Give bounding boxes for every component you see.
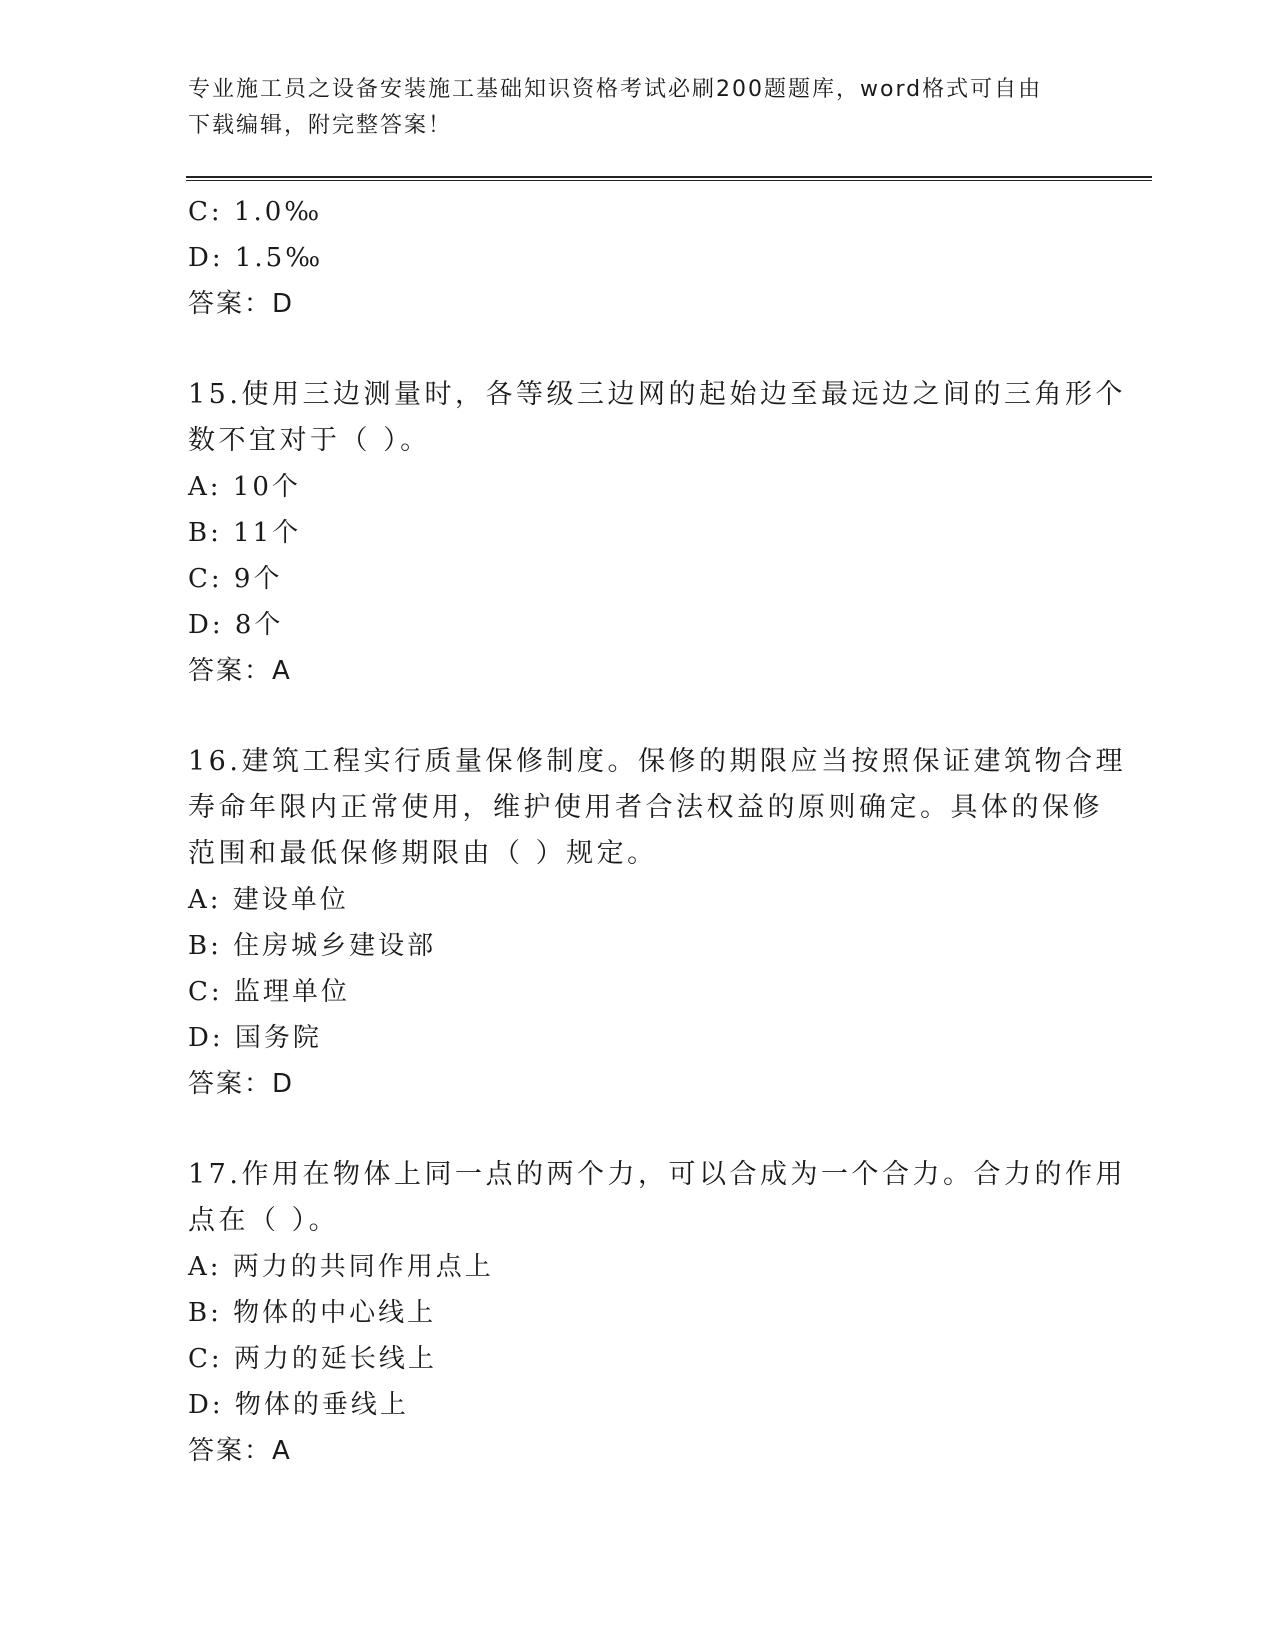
header-line-1: 专业施工员之设备安装施工基础知识资格考试必刷200题题库，word格式可自由 bbox=[188, 77, 1043, 102]
header-line-2: 下载编辑，附完整答案！ bbox=[188, 113, 453, 138]
option-a: A: 10个 bbox=[188, 472, 301, 502]
answer-line: 答案：D bbox=[188, 289, 295, 319]
option-c: C: 1.0‰ bbox=[188, 197, 323, 227]
question-stem: 数不宜对于（ ）。 bbox=[188, 425, 431, 456]
question-stem: 16.建筑工程实行质量保修制度。保修的期限应当按照保证建筑物合理 bbox=[188, 746, 1126, 777]
question-16 bbox=[188, 739, 1126, 1107]
answer-line: 答案：A bbox=[188, 656, 292, 686]
document-header bbox=[188, 72, 1088, 144]
question-15 bbox=[188, 372, 1126, 694]
option-d: D: 物体的垂线上 bbox=[188, 1390, 409, 1420]
option-c: C: 监理单位 bbox=[188, 977, 350, 1007]
option-d: D: 国务院 bbox=[188, 1023, 322, 1053]
answer-line: 答案：D bbox=[188, 1069, 295, 1099]
option-c: C: 9个 bbox=[188, 564, 283, 594]
question-stem: 寿命年限内正常使用，维护使用者合法权益的原则确定。具体的保修 bbox=[188, 792, 1103, 823]
option-d: D: 1.5‰ bbox=[188, 243, 324, 273]
option-b: B: 住房城乡建设部 bbox=[188, 931, 437, 961]
document-body bbox=[188, 189, 1126, 1474]
question-stem: 范围和最低保修期限由（ ）规定。 bbox=[188, 838, 658, 869]
answer-line: 答案：A bbox=[188, 1436, 292, 1466]
option-a: A: 两力的共同作用点上 bbox=[188, 1252, 494, 1282]
question-17 bbox=[188, 1152, 1126, 1474]
option-b: B: 物体的中心线上 bbox=[188, 1298, 437, 1328]
question-stem: 17.作用在物体上同一点的两个力，可以合成为一个合力。合力的作用 bbox=[188, 1159, 1126, 1190]
option-a: A: 建设单位 bbox=[188, 885, 349, 915]
question-stem: 15.使用三边测量时，各等级三边网的起始边至最远边之间的三角形个 bbox=[188, 379, 1126, 410]
option-c: C: 两力的延长线上 bbox=[188, 1344, 437, 1374]
header-divider bbox=[186, 176, 1152, 183]
option-b: B: 11个 bbox=[188, 518, 302, 548]
question-stem: 点在（ ）。 bbox=[188, 1205, 340, 1236]
option-d: D: 8个 bbox=[188, 610, 284, 640]
